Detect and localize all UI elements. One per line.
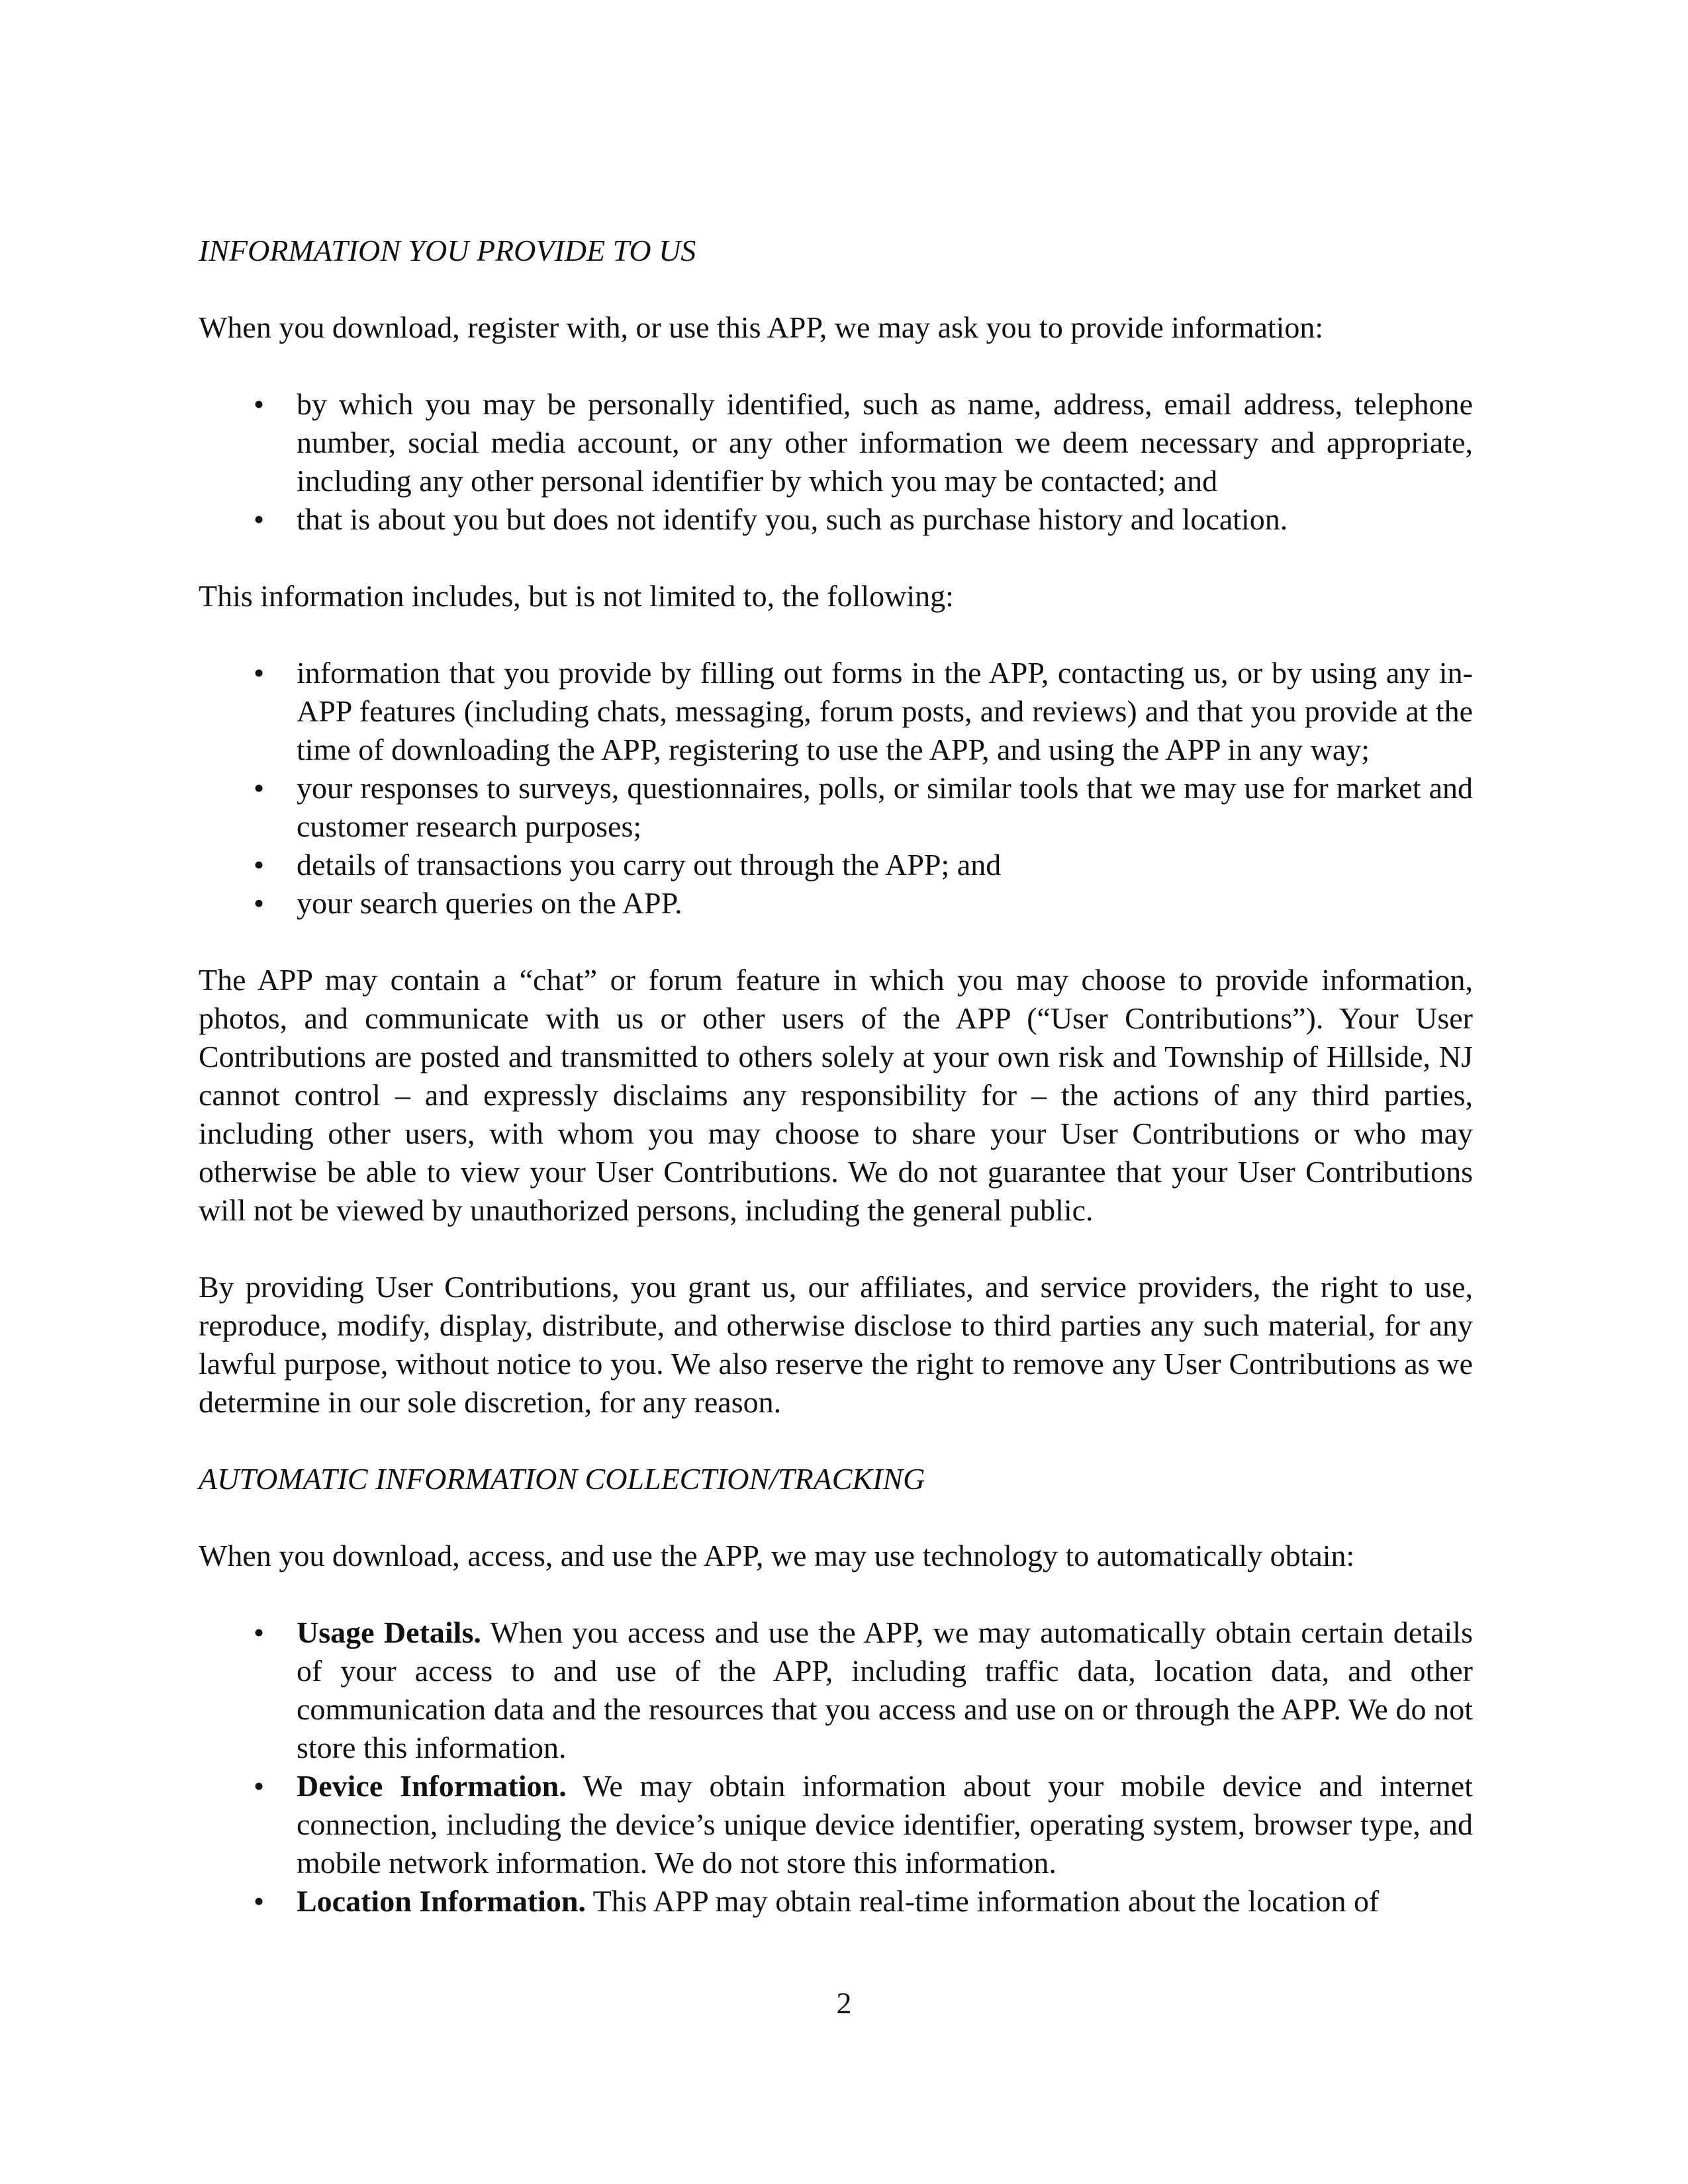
bullet-icon: • [253,1769,265,1803]
includes-intro-paragraph: This information includes, but is not limited to, the following: [199,579,954,613]
includes-bullet-list [199,654,1473,923]
section-heading-automatic-collection: AUTOMATIC INFORMATION COLLECTION/TRACKING [199,1462,925,1496]
list-item [199,1614,1473,1767]
list-item-text: your responses to surveys, questionnaires, polls, or similar tools that we may use for market and customer research purposes; [297,771,1473,843]
document-page [199,232,1473,1959]
list-item-text: by which you may be personally identified, such as name, address, email address, telephone number, social media account, or any other information we deem necessary and appropriate, including any other personal identifier by which you may be contacted; and [297,387,1473,498]
list-item-label: Usage Details. [297,1615,481,1649]
list-item [199,385,1473,500]
bullet-icon: • [253,771,265,805]
page-number: 2 [836,1986,852,2020]
bullet-icon: • [253,656,265,690]
list-item [199,846,1473,884]
list-item [199,769,1473,846]
list-item [199,884,1473,923]
bullet-icon: • [253,387,265,421]
list-item-label: Location Information. [297,1884,586,1918]
list-item-text: details of transactions you carry out through the APP; and [297,848,1002,882]
provide-bullet-list [199,385,1473,539]
list-item-text: When you access and use the APP, we may automatically obtain certain details of your access to and use of the APP, including traffic data, location data, and other communication data and the resources that you access and use on or through the APP. We do not store this information. [297,1615,1473,1764]
bullet-icon: • [253,1615,265,1649]
list-item [199,1767,1473,1882]
section-heading-information-you-provide: INFORMATION YOU PROVIDE TO US [199,234,696,267]
auto-bullet-list [199,1614,1473,1921]
list-item-text: information that you provide by filling out forms in the APP, contacting us, or by using any in-APP features (including chats, messaging, forum posts, and reviews) and that you provide at the time of downloading the APP, registering to use the APP, and using the APP in any way; [297,656,1473,766]
list-item-text: This APP may obtain real-time information about the location of [586,1884,1380,1918]
list-item-text: that is about you but does not identify you, such as purchase history and location. [297,502,1288,536]
list-item-label: Device Information. [297,1769,567,1803]
user-contributions-paragraph: The APP may contain a “chat” or forum feature in which you may choose to provide information, photos, and communicate with us or other users of the APP (“User Contributions”). Your User Contributions are posted and transmitted to others solely at your own risk and Township of Hillside, NJ cannot control – and expressly disclaims any responsibility for – the actions of any third parties, including other users, with whom you may choose to share your User Contributions or who may otherwise be able to view your User Contributions. We do not guarantee that your User Contributions will not be viewed by unauthorized persons, including the general public. [199,963,1473,1227]
list-item-text: your search queries on the APP. [297,886,682,920]
bullet-icon: • [253,886,265,920]
bullet-icon: • [253,502,265,536]
grant-rights-paragraph: By providing User Contributions, you grant us, our affiliates, and service providers, the right to use, reproduce, modify, display, distribute, and otherwise disclose to third parties any such material, for any lawful purpose, without notice to you. We also reserve the right to remove any User Contributions as we determine in our sole discretion, for any reason. [199,1270,1473,1419]
bullet-icon: • [253,1884,265,1918]
list-item [199,1882,1473,1921]
bullet-icon: • [253,848,265,882]
list-item-text: We may obtain information about your mobile device and internet connection, including the device’s unique device identifier, operating system, browser type, and mobile network information. We do not store this information. [297,1769,1473,1880]
list-item [199,654,1473,769]
list-item [199,500,1473,539]
provide-intro-paragraph: When you download, register with, or use this APP, we may ask you to provide information: [199,310,1324,344]
auto-intro-paragraph: When you download, access, and use the APP, we may use technology to automatically obtain: [199,1539,1355,1572]
